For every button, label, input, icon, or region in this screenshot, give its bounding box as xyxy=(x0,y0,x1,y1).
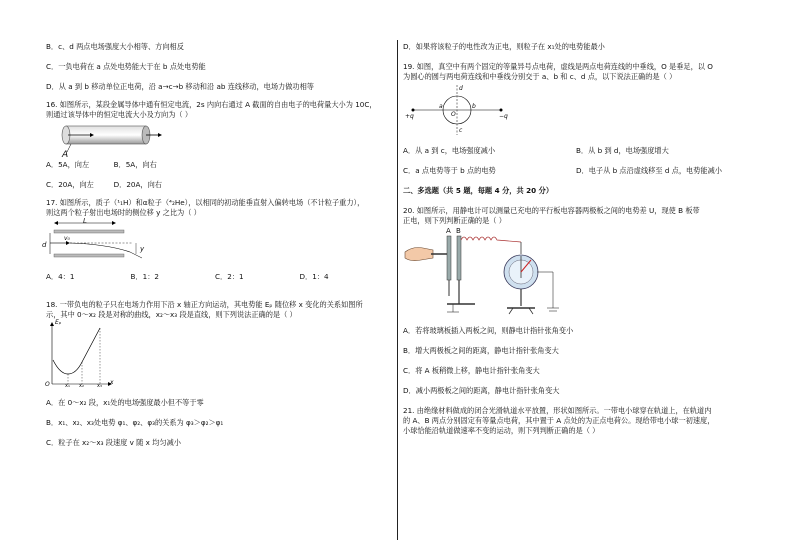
q19-option-a: A．从 a 到 c，电场强度减小 xyxy=(403,146,496,155)
capacitor-electrometer-diagram xyxy=(403,226,573,318)
q21-stem-line1: 21. 由绝缘材料做成的闭合光滑轨道水平放置，形状如图所示。一带电小球穿在轨道上，在轨道内 xyxy=(403,406,712,415)
q18-option-a: A．在 0～x₂ 段，x₁处的电场强度最小但不等于零 xyxy=(46,398,204,407)
q18-stem-line1: 18. 一带负电的粒子只在电场力作用下沿 x 轴正方向运动，其电势能 Eₚ 随位移 x 变化的关系如图所 xyxy=(46,300,363,309)
q15-option-c: C．一负电荷在 a 点处电势能大于在 b 点处电势能 xyxy=(46,62,206,71)
ep-x-graph xyxy=(46,320,116,388)
q17-option-a: A．4：1 xyxy=(46,272,75,281)
q19-label-a: a xyxy=(439,103,443,110)
q18-tick-x2: x₂ xyxy=(79,383,84,389)
q17-label-y: y xyxy=(140,245,145,253)
q19-stem-line1: 19. 如图，真空中有两个固定的等量异号点电荷，虚线是两点电荷连线的中垂线，O 是垂足，以 O xyxy=(403,62,713,71)
q18-tick-x3: x₃ xyxy=(97,383,102,389)
q20-option-d: D．减小两极板之间的距离，静电计指针张角变大 xyxy=(403,386,560,395)
q16-conductor-figure xyxy=(46,120,384,160)
q16-options-row1 xyxy=(46,160,384,170)
q16-stem-line2: 则通过该导体中的恒定电流大小及方向为（ ） xyxy=(46,110,193,119)
left-column xyxy=(42,42,384,448)
q17-option-c: C．2：1 xyxy=(215,272,244,281)
q20-option-b: B．增大两极板之间的距离，静电计指针张角变大 xyxy=(403,346,559,355)
q19-label-c: c xyxy=(459,127,463,134)
q20-stem-line1: 20. 如图所示，用静电计可以测量已充电的平行板电容器两极板之间的电势差 U，现使 B 板带 xyxy=(403,206,700,215)
dipole-diagram xyxy=(403,82,513,138)
q19-label-plus: +q xyxy=(405,113,414,120)
q19-charges-figure xyxy=(403,82,749,138)
q20-electrometer-figure xyxy=(403,226,749,318)
q17-option-b: B．1：2 xyxy=(130,272,159,281)
q17-label-v0: v₀ xyxy=(64,235,70,242)
q16-options-row2 xyxy=(46,180,384,190)
q17-option-d: D．1：4 xyxy=(299,272,329,281)
q20-stem-line2: 正电，则下列判断正确的是（ ） xyxy=(403,216,506,225)
column-divider xyxy=(397,40,398,540)
q19-label-minus: −q xyxy=(499,113,508,120)
q19-options-row1 xyxy=(403,146,749,156)
q16-option-d: D．20A，向右 xyxy=(113,180,162,189)
q19-option-d: D．电子从 b 点沿虚线移至 d 点，电势能减小 xyxy=(576,166,722,175)
q20-option-c: C．将 A 板稍微上移，静电计指针张角变大 xyxy=(403,366,540,375)
q18-xlabel: x xyxy=(110,379,114,386)
q16-option-c: C．20A，向左 xyxy=(46,180,94,189)
q18-option-c: C．粒子在 x₂～x₃ 段速度 v 随 x 均匀减小 xyxy=(46,438,181,447)
q19-label-o: O xyxy=(451,111,456,118)
q21-stem-line3: 小球恰能沿轨道做速率不变的运动，则下列判断正确的是（ ） xyxy=(403,426,600,435)
q16-figure-label: A xyxy=(62,150,69,160)
q18-option-b: B．x₁、x₂、x₃处电势 φ₁、φ₂、φ₃的关系为 φ₃＞φ₂＞φ₁ xyxy=(46,418,224,427)
q20-plate-a-label: A xyxy=(446,227,451,235)
q19-label-d: d xyxy=(459,85,463,92)
q16-option-b: B．5A，向右 xyxy=(113,160,157,169)
q18-stem-line2: 示，其中 0～x₂ 段是对称的曲线，x₂～x₃ 段是直线，则下列说法正确的是（ ） xyxy=(46,310,297,319)
q18-option-d: D．如果将该粒子的电性改为正电，则粒子在 x₁处的电势能最小 xyxy=(403,42,605,51)
q20-plate-b-label: B xyxy=(456,227,461,235)
section-multiple-choice-heading: 二、多选题（共 5 题，每题 4 分，共 20 分） xyxy=(403,186,554,195)
q18-tick-x1: x₁ xyxy=(65,383,70,389)
hand-icon xyxy=(405,248,433,261)
q19-stem-line2: 为圆心的圆与两电荷连线和中垂线分别交于 a、b 和 c、d 点，以下说法正确的是（ ） xyxy=(403,72,677,81)
q17-stem-line1: 17. 如图所示，质子（¹₁H）和α粒子（⁴₂He），以相同的初动能垂直射入偏转电场（不计粒子重力）， xyxy=(46,198,365,207)
q21-stem-line2: 的 A、B 两点分别固定有等量点电荷，其中置于 A 点处的为正点电荷公。现给带电小球一初速度， xyxy=(403,416,715,425)
q19-options-row2 xyxy=(403,166,749,176)
q18-origin: O xyxy=(45,381,50,388)
q16-stem-line1: 16. 如图所示，某段金属导体中通有恒定电流，2s 内向右通过 A 截面的自由电子的电荷量大小为 10C， xyxy=(46,100,377,109)
right-column xyxy=(403,42,749,436)
q19-option-c: C．a 点电势等于 b 点的电势 xyxy=(403,166,496,175)
q18-ylabel: Eₚ xyxy=(55,319,62,326)
q20-option-a: A．若将玻璃板插入两板之间，则静电计指针张角变小 xyxy=(403,326,574,335)
q17-options xyxy=(46,272,384,282)
q17-label-d: d xyxy=(42,241,47,249)
q17-stem-line2: 则这两个粒子射出电场时的侧位移 y 之比为（ ） xyxy=(46,208,201,217)
q17-deflection-figure xyxy=(42,217,384,272)
q19-option-b: B．从 b 到 d，电场强度增大 xyxy=(576,146,669,155)
q15-option-b: B．c、d 两点电场强度大小相等、方向相反 xyxy=(46,42,184,51)
q19-label-b: b xyxy=(472,103,476,110)
q15-option-d: D．从 a 到 b 移动单位正电荷，沿 a→c→b 移动和沿 ab 连线移动，电场力做功相等 xyxy=(46,82,314,91)
q17-label-L: L xyxy=(83,217,87,225)
q16-option-a: A．5A，向左 xyxy=(46,160,90,169)
q18-potential-energy-graph xyxy=(46,320,384,388)
